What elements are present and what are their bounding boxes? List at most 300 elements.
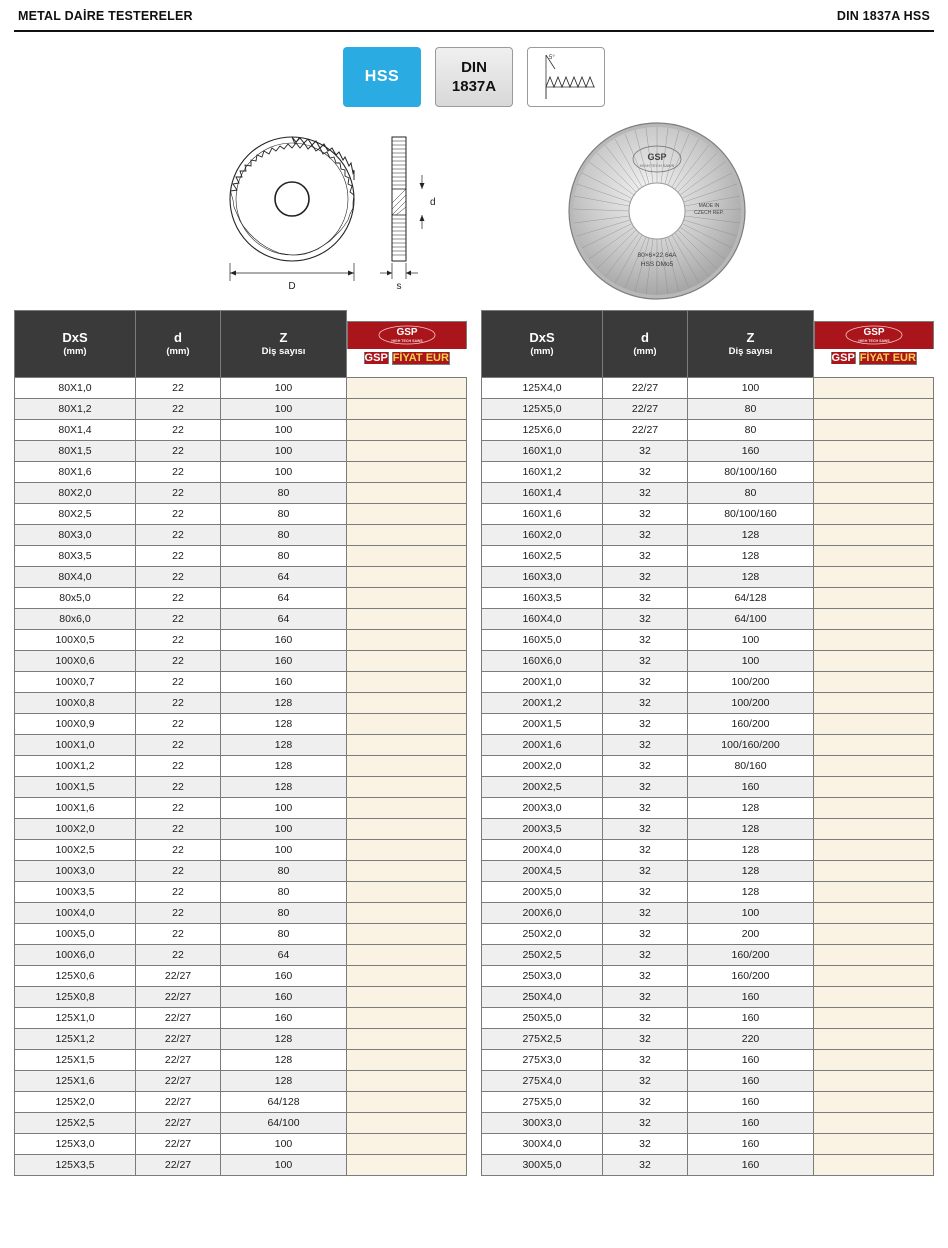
table-row (15, 903, 467, 924)
cell-dxs: 100X5,0 (15, 924, 136, 945)
cell-d: 32 (603, 1008, 688, 1029)
cell-price[interactable] (814, 777, 934, 798)
cell-d: 22/27 (603, 420, 688, 441)
cell-price[interactable] (347, 1008, 467, 1029)
cell-dxs: 80X3,0 (15, 525, 136, 546)
cell-dxs: 125X4,0 (482, 378, 603, 399)
table-row (482, 798, 934, 819)
cell-dxs: 200X1,0 (482, 672, 603, 693)
cell-z: 160 (688, 987, 814, 1008)
gsp-logo-icon (347, 321, 467, 349)
spec-tables (14, 310, 934, 1176)
cell-price[interactable] (814, 483, 934, 504)
cell-dxs: 80X1,6 (15, 462, 136, 483)
cell-price[interactable] (814, 819, 934, 840)
cell-dxs: 100X0,7 (15, 672, 136, 693)
table-row (15, 462, 467, 483)
cell-price[interactable] (814, 1092, 934, 1113)
cell-dxs: 125X3,0 (15, 1134, 136, 1155)
gsp-logo-icon (814, 321, 934, 349)
cell-price[interactable] (814, 966, 934, 987)
cell-price[interactable] (347, 1155, 467, 1176)
svg-text:HIGH TECH SAWS: HIGH TECH SAWS (639, 163, 675, 168)
cell-dxs: 160X1,0 (482, 441, 603, 462)
cell-z: 128 (221, 1029, 347, 1050)
badge-row (14, 47, 934, 107)
cell-dxs: 100X4,0 (15, 903, 136, 924)
cell-d: 22 (136, 693, 221, 714)
table-row (15, 1071, 467, 1092)
saw-blade-technical-drawing (222, 123, 482, 303)
table-row (482, 546, 934, 567)
cell-price[interactable] (347, 609, 467, 630)
cell-price[interactable] (347, 588, 467, 609)
cell-price[interactable] (814, 756, 934, 777)
cell-dxs: 125X2,0 (15, 1092, 136, 1113)
cell-price[interactable] (347, 966, 467, 987)
col-header-d (136, 311, 221, 378)
cell-price[interactable] (347, 819, 467, 840)
cell-dxs: 125X1,6 (15, 1071, 136, 1092)
cell-d: 32 (603, 861, 688, 882)
table-row (482, 1029, 934, 1050)
cell-price[interactable] (347, 546, 467, 567)
cell-z: 80 (221, 861, 347, 882)
cell-d: 22 (136, 672, 221, 693)
cell-price[interactable] (814, 525, 934, 546)
table-row (15, 588, 467, 609)
cell-z: 128 (688, 840, 814, 861)
cell-price[interactable] (814, 924, 934, 945)
col-header-dxs-main: DxS (62, 330, 88, 345)
cell-price[interactable] (347, 840, 467, 861)
table-row (482, 1092, 934, 1113)
cell-dxs: 300X4,0 (482, 1134, 603, 1155)
table-row (15, 441, 467, 462)
cell-dxs: 300X5,0 (482, 1155, 603, 1176)
cell-dxs: 125X5,0 (482, 399, 603, 420)
col-header-d-main: d (174, 330, 182, 345)
cell-d: 32 (603, 504, 688, 525)
cell-z: 80 (221, 903, 347, 924)
price-currency-label: FİYAT EUR (859, 351, 916, 364)
cell-d: 32 (603, 840, 688, 861)
cell-price[interactable] (814, 1113, 934, 1134)
cell-price[interactable] (814, 945, 934, 966)
cell-price[interactable] (814, 987, 934, 1008)
cell-z: 100/160/200 (688, 735, 814, 756)
table-row (15, 1029, 467, 1050)
table-row (15, 483, 467, 504)
cell-price[interactable] (347, 903, 467, 924)
cell-z: 100 (221, 798, 347, 819)
cell-z: 160 (688, 1134, 814, 1155)
table-row (482, 819, 934, 840)
standard-label: DIN 1837A HSS (836, 9, 930, 23)
cell-d: 22 (136, 798, 221, 819)
cell-price[interactable] (814, 588, 934, 609)
cell-d: 32 (603, 1050, 688, 1071)
cell-d: 32 (603, 1092, 688, 1113)
cell-z: 100 (221, 399, 347, 420)
table-row (482, 1134, 934, 1155)
table-row (482, 861, 934, 882)
table-row (15, 378, 467, 399)
cell-price[interactable] (814, 1008, 934, 1029)
cell-price[interactable] (347, 756, 467, 777)
cell-dxs: 275X3,0 (482, 1050, 603, 1071)
cell-z: 64/128 (221, 1092, 347, 1113)
cell-d: 32 (603, 1113, 688, 1134)
table-row (15, 525, 467, 546)
cell-z: 64 (221, 945, 347, 966)
table-row (15, 798, 467, 819)
cell-price[interactable] (347, 567, 467, 588)
cell-dxs: 100X1,5 (15, 777, 136, 798)
cell-d: 32 (603, 567, 688, 588)
cell-price[interactable] (814, 714, 934, 735)
cell-price[interactable] (814, 693, 934, 714)
cell-z: 128 (221, 714, 347, 735)
cell-price[interactable] (814, 840, 934, 861)
table-row (482, 630, 934, 651)
cell-z: 80/100/160 (688, 504, 814, 525)
cell-dxs: 100X2,0 (15, 819, 136, 840)
cell-price[interactable] (814, 651, 934, 672)
cell-price[interactable] (814, 567, 934, 588)
cell-price[interactable] (347, 777, 467, 798)
table-row (482, 672, 934, 693)
price-currency-label: FİYAT EUR (392, 351, 449, 364)
cell-price[interactable] (347, 504, 467, 525)
cell-dxs: 200X3,0 (482, 798, 603, 819)
cell-price[interactable] (814, 378, 934, 399)
cell-dxs: 80X1,4 (15, 420, 136, 441)
cell-z: 128 (688, 882, 814, 903)
table-row (482, 462, 934, 483)
cell-dxs: 275X2,5 (482, 1029, 603, 1050)
table-row (15, 630, 467, 651)
cell-price[interactable] (814, 1029, 934, 1050)
svg-text:HIGH TECH SAWS: HIGH TECH SAWS (858, 339, 890, 344)
cell-dxs: 250X3,0 (482, 966, 603, 987)
cell-price[interactable] (814, 399, 934, 420)
cell-price[interactable] (814, 882, 934, 903)
cell-dxs: 160X3,0 (482, 567, 603, 588)
cell-price[interactable] (347, 672, 467, 693)
cell-z: 64 (221, 567, 347, 588)
cell-price[interactable] (347, 651, 467, 672)
cell-dxs: 250X5,0 (482, 1008, 603, 1029)
cell-price[interactable] (347, 525, 467, 546)
cell-d: 22 (136, 840, 221, 861)
dimension-label-s: s (396, 281, 402, 292)
col-header-d (603, 311, 688, 378)
cell-z: 160 (688, 1071, 814, 1092)
cell-dxs: 100X0,5 (15, 630, 136, 651)
svg-text:GSP: GSP (396, 327, 418, 339)
table-row (15, 987, 467, 1008)
cell-d: 32 (603, 945, 688, 966)
cell-price[interactable] (814, 462, 934, 483)
cell-d: 32 (603, 651, 688, 672)
cell-d: 22/27 (136, 1050, 221, 1071)
cell-dxs: 125X3,5 (15, 1155, 136, 1176)
cell-d: 32 (603, 903, 688, 924)
cell-d: 22 (136, 819, 221, 840)
col-header-d-sub: (mm) (166, 346, 190, 357)
col-header-z (688, 311, 814, 378)
col-header-dxs (482, 311, 603, 378)
table-row (482, 1155, 934, 1176)
cell-d: 32 (603, 588, 688, 609)
cell-dxs: 125X6,0 (482, 420, 603, 441)
cell-d: 22/27 (136, 966, 221, 987)
cell-d: 32 (603, 1155, 688, 1176)
cell-price[interactable] (347, 693, 467, 714)
cell-price[interactable] (814, 441, 934, 462)
cell-price[interactable] (347, 714, 467, 735)
cell-z: 128 (221, 1050, 347, 1071)
spec-table-right (481, 310, 934, 1176)
cell-dxs: 250X2,0 (482, 924, 603, 945)
cell-price[interactable] (814, 630, 934, 651)
cell-z: 160 (221, 672, 347, 693)
table-row (15, 651, 467, 672)
table-row (482, 609, 934, 630)
cell-dxs: 100X0,6 (15, 651, 136, 672)
svg-text:5°: 5° (549, 55, 555, 61)
cell-d: 22 (136, 504, 221, 525)
dimension-label-D: D (288, 281, 296, 292)
cell-dxs: 160X2,5 (482, 546, 603, 567)
table-row (482, 903, 934, 924)
table-row (15, 714, 467, 735)
cell-d: 32 (603, 672, 688, 693)
cell-d: 22 (136, 735, 221, 756)
table-row (482, 378, 934, 399)
cell-d: 22 (136, 651, 221, 672)
cell-price[interactable] (814, 504, 934, 525)
cell-dxs: 200X6,0 (482, 903, 603, 924)
cell-price[interactable] (814, 1134, 934, 1155)
cell-z: 128 (688, 525, 814, 546)
table-row (482, 399, 934, 420)
cell-price[interactable] (814, 903, 934, 924)
table-row (482, 525, 934, 546)
cell-z: 160 (688, 1008, 814, 1029)
cell-price[interactable] (347, 1113, 467, 1134)
cell-d: 32 (603, 630, 688, 651)
table-body-left (15, 378, 467, 1176)
cell-price[interactable] (347, 1092, 467, 1113)
cell-d: 22 (136, 588, 221, 609)
cell-z: 100 (221, 462, 347, 483)
table-row (482, 840, 934, 861)
cell-d: 32 (603, 525, 688, 546)
col-header-price (814, 311, 934, 378)
cell-dxs: 200X2,0 (482, 756, 603, 777)
cell-price[interactable] (347, 924, 467, 945)
cell-dxs: 80X4,0 (15, 567, 136, 588)
col-header-z-main: Z (746, 330, 755, 345)
cell-dxs: 200X5,0 (482, 882, 603, 903)
spec-table-left (14, 310, 467, 1176)
col-header-dxs-sub: (mm) (63, 346, 87, 357)
table-row (482, 924, 934, 945)
table-row (15, 1050, 467, 1071)
cell-price[interactable] (347, 630, 467, 651)
cell-z: 160 (221, 966, 347, 987)
cell-z: 160 (688, 1113, 814, 1134)
cell-price[interactable] (347, 1050, 467, 1071)
table-row (482, 735, 934, 756)
cell-d: 22 (136, 441, 221, 462)
table-row (15, 861, 467, 882)
cell-price[interactable] (347, 861, 467, 882)
saw-blade-product-photo (554, 119, 764, 304)
cell-d: 32 (603, 693, 688, 714)
cell-z: 64/128 (688, 588, 814, 609)
photo-spec-line1: 80×6×22 64A (637, 252, 677, 259)
cell-dxs: 200X1,6 (482, 735, 603, 756)
cell-dxs: 100X3,0 (15, 861, 136, 882)
cell-dxs: 125X1,2 (15, 1029, 136, 1050)
table-row (482, 651, 934, 672)
cell-d: 22/27 (136, 1113, 221, 1134)
cell-price[interactable] (814, 1071, 934, 1092)
cell-dxs: 160X4,0 (482, 609, 603, 630)
table-row (15, 399, 467, 420)
cell-z: 80 (221, 483, 347, 504)
cell-price[interactable] (347, 798, 467, 819)
cell-price[interactable] (347, 882, 467, 903)
cell-price[interactable] (814, 798, 934, 819)
table-row (482, 756, 934, 777)
cell-dxs: 250X2,5 (482, 945, 603, 966)
cell-d: 32 (603, 483, 688, 504)
cell-z: 80 (221, 525, 347, 546)
table-row (482, 504, 934, 525)
cell-d: 32 (603, 819, 688, 840)
cell-d: 22/27 (603, 399, 688, 420)
cell-dxs: 200X4,5 (482, 861, 603, 882)
cell-price[interactable] (347, 378, 467, 399)
cell-price[interactable] (347, 987, 467, 1008)
cell-price[interactable] (347, 441, 467, 462)
cell-z: 128 (221, 693, 347, 714)
cell-d: 32 (603, 609, 688, 630)
cell-d: 32 (603, 462, 688, 483)
cell-z: 160/200 (688, 966, 814, 987)
page-title: METAL DAİRE TESTERELER (18, 9, 193, 23)
cell-z: 100/200 (688, 672, 814, 693)
table-row (15, 504, 467, 525)
cell-dxs: 125X0,8 (15, 987, 136, 1008)
cell-d: 32 (603, 714, 688, 735)
table-row (15, 966, 467, 987)
cell-dxs: 100X0,9 (15, 714, 136, 735)
cell-dxs: 100X1,0 (15, 735, 136, 756)
cell-price[interactable] (814, 609, 934, 630)
cell-dxs: 275X4,0 (482, 1071, 603, 1092)
cell-price[interactable] (814, 546, 934, 567)
cell-price[interactable] (814, 735, 934, 756)
cell-z: 64/100 (221, 1113, 347, 1134)
cell-price[interactable] (347, 1071, 467, 1092)
cell-d: 22 (136, 630, 221, 651)
cell-d: 22 (136, 525, 221, 546)
cell-price[interactable] (347, 462, 467, 483)
tooth-profile-icon (529, 49, 603, 105)
cell-dxs: 200X3,5 (482, 819, 603, 840)
table-row (15, 420, 467, 441)
cell-price[interactable] (814, 861, 934, 882)
cell-z: 160 (688, 1155, 814, 1176)
cell-z: 100 (688, 630, 814, 651)
photo-spec-line2: HSS DMo5 (640, 261, 674, 268)
cell-price[interactable] (814, 420, 934, 441)
cell-price[interactable] (814, 672, 934, 693)
table-row (15, 924, 467, 945)
cell-d: 22 (136, 483, 221, 504)
badge-hss (343, 47, 421, 107)
cell-z: 128 (688, 861, 814, 882)
cell-d: 32 (603, 756, 688, 777)
price-brand-label: GSP (364, 351, 388, 364)
cell-dxs: 200X2,5 (482, 777, 603, 798)
page-header (14, 0, 934, 32)
cell-price[interactable] (814, 1155, 934, 1176)
table-row (482, 693, 934, 714)
table-row (15, 735, 467, 756)
table-row (482, 483, 934, 504)
cell-price[interactable] (814, 1050, 934, 1071)
cell-price[interactable] (347, 735, 467, 756)
cell-d: 22/27 (136, 1071, 221, 1092)
cell-dxs: 80x5,0 (15, 588, 136, 609)
table-row (15, 777, 467, 798)
cell-z: 128 (221, 735, 347, 756)
cell-d: 22 (136, 882, 221, 903)
cell-d: 22 (136, 546, 221, 567)
cell-dxs: 250X4,0 (482, 987, 603, 1008)
badge-din-line1: DIN (461, 59, 487, 76)
cell-price[interactable] (347, 483, 467, 504)
cell-z: 160 (221, 651, 347, 672)
cell-z: 100 (221, 441, 347, 462)
cell-price[interactable] (347, 945, 467, 966)
table-row (482, 945, 934, 966)
cell-z: 80 (688, 483, 814, 504)
cell-d: 32 (603, 798, 688, 819)
cell-price[interactable] (347, 1029, 467, 1050)
col-header-dxs (15, 311, 136, 378)
cell-dxs: 200X1,5 (482, 714, 603, 735)
cell-z: 100 (221, 1155, 347, 1176)
cell-d: 22 (136, 462, 221, 483)
cell-price[interactable] (347, 420, 467, 441)
cell-price[interactable] (347, 1134, 467, 1155)
table-row (15, 945, 467, 966)
col-header-price (347, 311, 467, 378)
cell-z: 100 (688, 651, 814, 672)
cell-d: 32 (603, 777, 688, 798)
cell-dxs: 275X5,0 (482, 1092, 603, 1113)
col-header-dxs-main: DxS (529, 330, 555, 345)
cell-d: 32 (603, 1134, 688, 1155)
cell-price[interactable] (347, 399, 467, 420)
